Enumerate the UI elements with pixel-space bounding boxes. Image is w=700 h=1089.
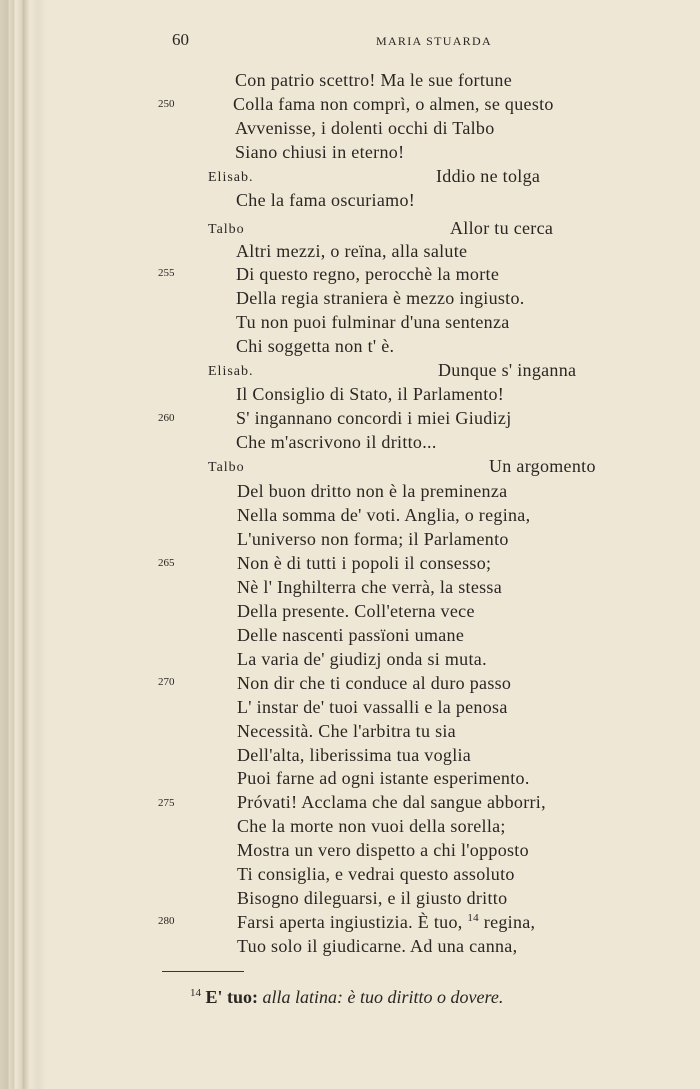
verse-line: Próvati! Acclama che dal sangue abborri, <box>237 792 546 812</box>
footnote-term: E' tuo: <box>205 987 259 1007</box>
verse-line: Ti consiglia, e vedrai questo assoluto <box>237 864 515 884</box>
verse-line: Di questo regno, perocchè la morte <box>236 264 500 284</box>
verse-line: Tuo solo il giudicarne. Ad una canna, <box>237 936 518 956</box>
verse-line: Necessità. Che l'arbitra tu sia <box>237 721 456 741</box>
running-head: MARIA STUARDA <box>376 34 492 48</box>
verse-line: Puoi farne ad ogni istante esperimento. <box>237 768 530 788</box>
verse-line: Mostra un vero dispetto a chi l'opposto <box>237 840 529 860</box>
verse-line: Allor tu cerca <box>450 218 554 238</box>
footnote <box>190 987 503 1008</box>
verse-line: Del buon dritto non è la preminenza <box>237 481 508 501</box>
page-number: 60 <box>172 30 189 49</box>
footnote-gloss: alla latina: è tuo diritto o dovere. <box>262 987 504 1007</box>
speaker-talbo: Talbo <box>208 222 245 237</box>
footnote-reference: 14 <box>467 912 479 924</box>
verse-line: Il Consiglio di Stato, il Parlamento! <box>236 384 505 404</box>
footnote-rule <box>162 971 244 972</box>
verse-text: regina, <box>483 912 536 932</box>
verse-line: Che m'ascrivono il dritto... <box>236 432 437 452</box>
speaker-talbo: Talbo <box>208 460 245 475</box>
line-number-270: 270 <box>158 676 175 688</box>
line-number-265: 265 <box>158 557 175 569</box>
verse-line: Un argomento <box>489 456 596 476</box>
verse-line: Colla fama non comprì, o almen, se questo <box>233 94 554 114</box>
verse-line: Non dir che ti conduce al duro passo <box>237 673 512 693</box>
verse-line: Siano chiusi in eterno! <box>235 142 405 162</box>
verse-line: Tu non puoi fulminar d'una sentenza <box>236 312 510 332</box>
line-number-275: 275 <box>158 797 175 809</box>
verse-line: L' instar de' tuoi vassalli e la penosa <box>237 697 508 717</box>
speaker-elisab: Elisab. <box>208 170 254 185</box>
verse-line: Dell'alta, liberissima tua voglia <box>237 745 472 765</box>
verse-line: Bisogno dileguarsi, e il giusto dritto <box>237 888 508 908</box>
speaker-elisab: Elisab. <box>208 364 254 379</box>
verse-line: Altri mezzi, o reïna, alla salute <box>236 241 468 261</box>
verse-line: L'universo non forma; il Parlamento <box>237 529 509 549</box>
verse-line: S' ingannano concordi i miei Giudizj <box>236 408 512 428</box>
line-number-260: 260 <box>158 412 175 424</box>
verse-line: Della regia straniera è mezzo ingiusto. <box>236 288 525 308</box>
verse-line: Che la fama oscuriamo! <box>236 190 416 210</box>
verse-line: La varia de' giudizj onda si muta. <box>237 649 487 669</box>
verse-line: Della presente. Coll'eterna vece <box>237 601 475 621</box>
verse-line: Nè l' Inghilterra che verrà, la stessa <box>237 577 503 597</box>
verse-line: Che la morte non vuoi della sorella; <box>237 816 506 836</box>
verse-line: Chi soggetta non t' è. <box>236 336 395 356</box>
verse-line: Nella somma de' voti. Anglia, o regina, <box>237 505 531 525</box>
verse-line: Iddio ne tolga <box>436 166 541 186</box>
verse-line: Delle nascenti passïoni umane <box>237 625 465 645</box>
line-number-255: 255 <box>158 267 175 279</box>
page-binding-edge <box>0 0 46 1089</box>
line-number-280: 280 <box>158 915 175 927</box>
verse-line: Dunque s' inganna <box>438 360 577 380</box>
verse-line: Avvenisse, i dolenti occhi di Talbo <box>235 118 495 138</box>
line-number-250: 250 <box>158 98 175 110</box>
verse-line: Non è di tutti i popoli il consesso; <box>237 553 492 573</box>
footnote-marker: 14 <box>190 987 201 999</box>
verse-line-with-footnote <box>237 912 535 933</box>
verse-text: Farsi aperta ingiustizia. È tuo, <box>237 912 463 932</box>
verse-line: Con patrio scettro! Ma le sue fortune <box>235 70 513 90</box>
